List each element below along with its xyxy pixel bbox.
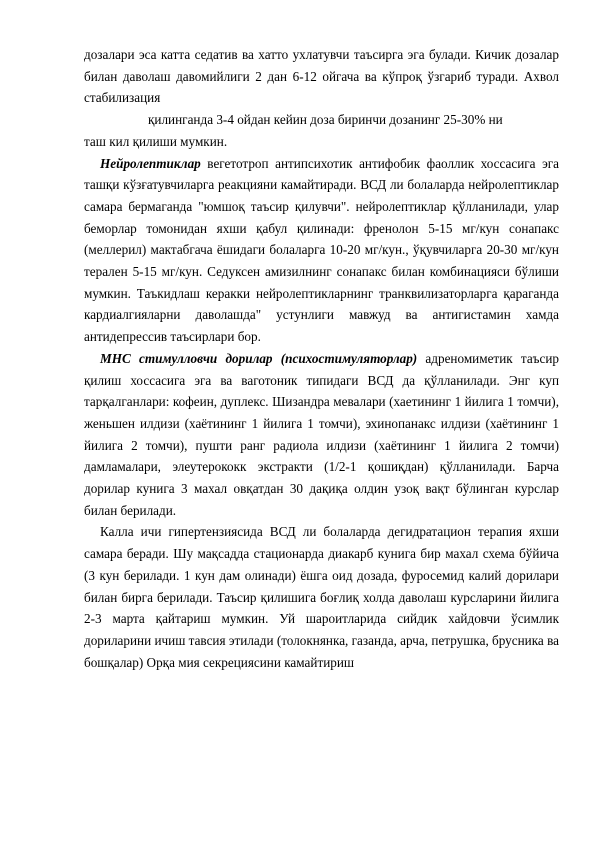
paragraph-psychostimulants — [84, 348, 559, 522]
paragraph-dehydration-therapy: Калла ичи гипертензиясида ВСД ли болаларда дегидратацион терапия яхши самара беради. Шу мақсадда стационарда диакарб кунига бир махал схема бўйича (3 кун берилади. 1 кун дам олинади) ёшга оид дозада, фуросемид калий дорилари билан бирга берилади. Таъсир қилишига боғлиқ холда даволаш курсларини йилига 2-3 марта қайтариш мумкин. Уй шароитларида сийдик хайдовчи ўсимлик дориларини ичиш тавсия этилади (толокнянка, газанда, арча, петрушка, брусника ва бошқалар) Орқа мия секрециясини камайтириш — [84, 524, 559, 670]
paragraph-dosage: дозалари эса катта седатив ва хатто ухлатувчи таъсирга эга булади. Кичик дозалар билан даволаш давомийлиги 2 дан 6-12 ойгача ва кўпроқ ўзгариб туради. Ахвол стабилизация — [84, 47, 559, 106]
paragraph-psychostimulants-text: адреномиметик таъсир қилиш хоссасига эга ва ваготоник типидаги ВСД да қўлланилади. Энг куп тарқалганлари: кофеин, дуплекс. Шизандра мевалари (хаетининг 1 йилига 1 томчи), женьшен илдизи (хаётининг 1 йилига 1 томчи), эхинопанакс илдизи (хаётининг 1 йилига 2 томчи), пушти ранг радиола илдизи (хаётининг 1 йилига 2 томчи) дамламалари, элеутерококк экстракти (1/2-1 қошиқдан) қўлланилади. Барча дорилар кунига 3 махал овқатдан 30 дақиқа олдин узоқ вақт бўлинган курслар билан берилади. — [84, 350, 559, 518]
term-neuroleptics: Нейролептиклар — [100, 155, 201, 171]
term-psychostimulants: МНС стимулловчи дорилар (психостимуляторлар) — [100, 350, 418, 366]
document-page — [84, 44, 559, 673]
paragraph-dosage-line-3: таш кил қилиши мумкин. — [84, 133, 228, 149]
paragraph-dosage-line-2: қилинганда 3-4 ойдан кейин доза биринчи дозанинг 25-30% ни — [148, 112, 503, 128]
paragraph-neuroleptics — [84, 153, 559, 348]
paragraph-neuroleptics-text: вегетотроп антипсихотик антифобик фаоллик хоссасига эга ташқи кўзғатувчиларга реакцияни камайтиради. ВСД ли болаларда нейролептиклар самара бермаганда "юмшоқ таъсир қилувчи". нейролептиклар қўлланилади, улар беморлар томонидан яхши қабул қилинади: френолон 5-15 мг/кун сонапакс (меллерил) мактабгача ёшидаги болаларга 10-20 мг/кун., ўқувчиларга 20-30 мг/кун терален 5-15 мг/кун. Седуксен амизилнинг сонапакс билан комбинацияси бўлиши мумкин. Таъкидлаш керакки нейролептикларнинг транквилизаторларга қараганда кардиалгияларни даволашда" устунлиги мавжуд ва антигистамин хамда антидепрессив таъсирлари бор. — [84, 155, 559, 345]
